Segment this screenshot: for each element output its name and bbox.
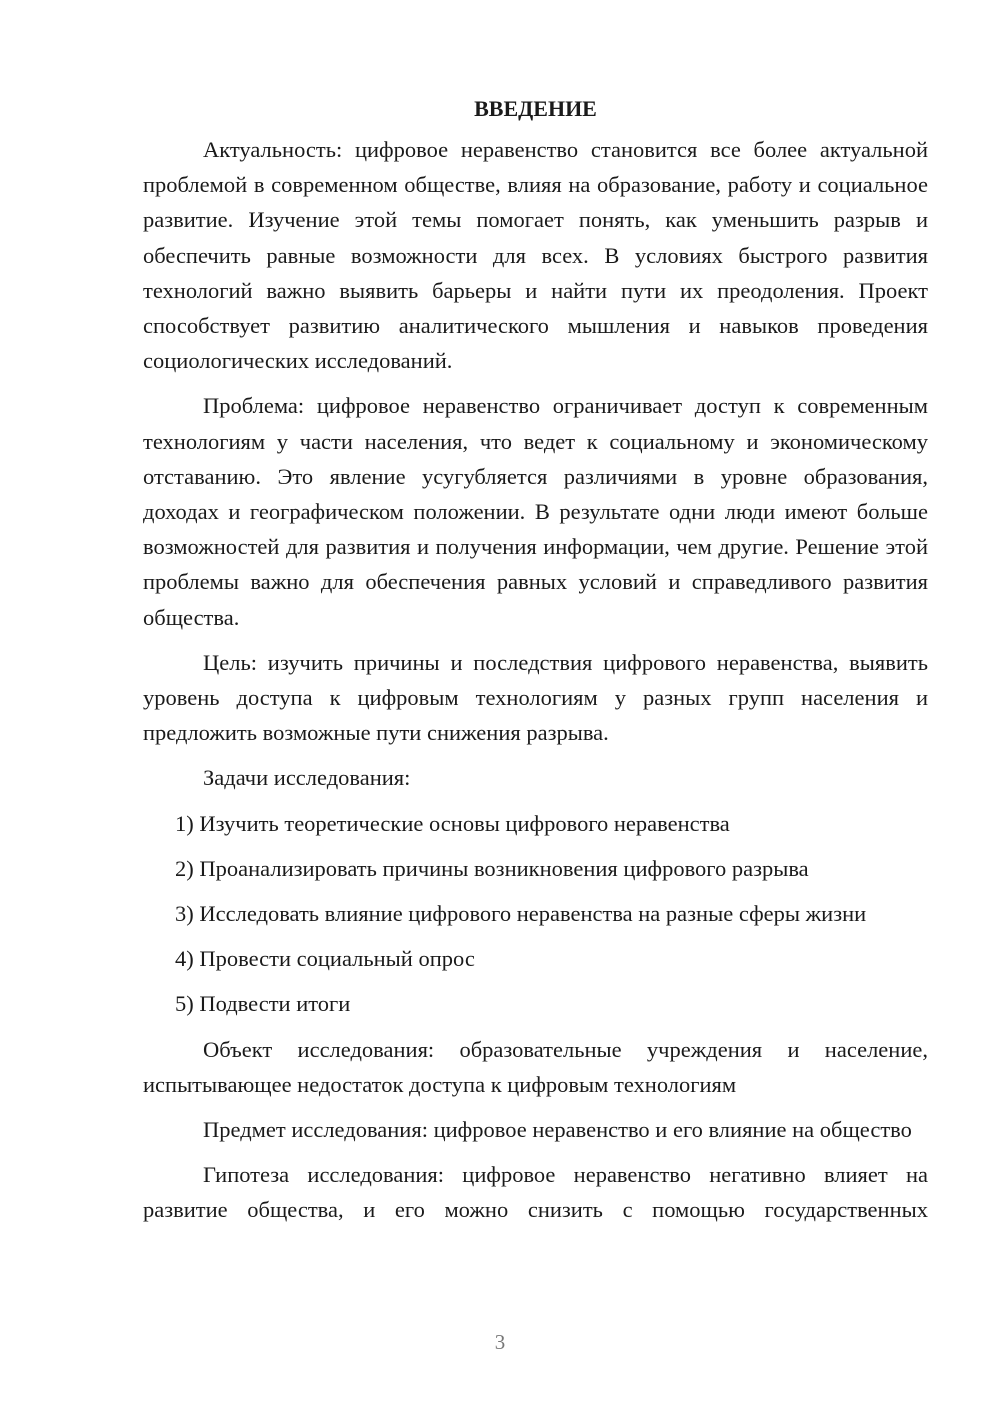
problem-paragraph: Проблема: цифровое неравенство ограничивает доступ к современным технологиям у части населения, что ведет к социальному и экономическому отставанию. Это явление усугубляется различиями в уровне образования, доходах и географическом положении. В результате одни люди имеют больше возможностей для развития и получения информации, чем другие. Решение этой проблемы важно для обеспечения равных условий и справедливого развития общества. — [143, 393, 928, 630]
page-number: 3 — [494, 1330, 506, 1354]
tasks-heading: Задачи исследования: — [203, 765, 411, 791]
list-item — [143, 941, 928, 976]
list-item-text: Исследовать влияние цифрового неравенства на разные сферы жизни — [199, 901, 867, 927]
list-item-number: 3) — [175, 901, 194, 927]
list-item-text: Подвести итоги — [199, 991, 351, 1017]
list-item — [143, 896, 928, 931]
page-title: ВВЕДЕНИЕ — [474, 96, 597, 121]
relevance-paragraph: Актуальность: цифровое неравенство становится все более актуальной проблемой в современном обществе, влияя на образование, работу и социальное развитие. Изучение этой темы помогает понять, как уменьшить разрыв и обеспечить равные возможности для всех. В условиях быстрого развития технологий важно выявить барьеры и найти пути их преодоления. Проект способствует развитию аналитического мышления и навыков проведения социологических исследований. — [143, 137, 928, 374]
hypothesis-paragraph: Гипотеза исследования: цифровое неравенство негативно влияет на развитие общества, и его можно снизить с помощью государственных — [143, 1162, 928, 1223]
tasks-list — [143, 806, 928, 1022]
list-item — [143, 851, 928, 886]
list-item-text: Проанализировать причины возникновения цифрового разрыва — [199, 855, 809, 881]
page-content — [143, 92, 928, 1238]
list-item-number: 1) — [175, 810, 194, 836]
list-item-text: Провести социальный опрос — [199, 946, 475, 972]
list-item-text: Изучить теоретические основы цифрового неравенства — [199, 810, 730, 836]
object-paragraph: Объект исследования: образовательные учреждения и население, испытывающее недостаток доступа к цифровым технологиям — [143, 1036, 928, 1097]
list-item — [143, 806, 928, 841]
goal-paragraph: Цель: изучить причины и последствия цифрового неравенства, выявить уровень доступа к цифровым технологиям у разных групп населения и предложить возможные пути снижения разрыва. — [143, 649, 928, 746]
list-item — [143, 986, 928, 1021]
list-item-number: 5) — [175, 991, 194, 1017]
list-item-number: 2) — [175, 855, 194, 881]
subject-paragraph: Предмет исследования: цифровое неравенство и его влияние на общество — [203, 1117, 912, 1143]
list-item-number: 4) — [175, 946, 194, 972]
